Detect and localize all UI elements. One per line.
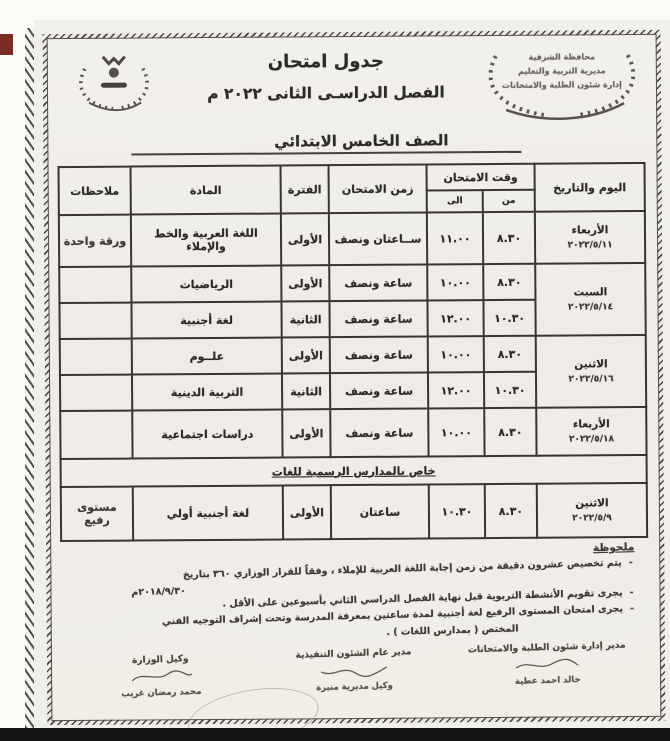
header-duration: زمن الامتحان	[329, 164, 427, 213]
scan-bottom-bar	[0, 728, 670, 741]
duration-cell: ساعة ونصف	[330, 336, 428, 373]
time-from-cell: ١٠.٣٠	[484, 372, 536, 408]
duration-cell: ســاعتان ونصف	[329, 212, 427, 265]
table-row	[60, 335, 646, 375]
day-name: السبت	[573, 286, 608, 299]
table-row	[61, 483, 647, 541]
period-cell: الأولى	[282, 337, 330, 373]
signature-scribble-icon	[508, 654, 587, 676]
note-item-1: - يتم تخصيص عشرون دقيقة من زمن إجابة اللغة العربية للإملاء ، وفقاً للقرار الوزاري ٣٦٠ بتاريخ	[69, 556, 635, 587]
note-item-3: - يجرى امتحان المستوى الرفيع لغة أجنبية لمدة ساعتين بمعرفة المدرسة وتحت إشراف التوجيه الفني	[70, 603, 636, 634]
signature-name: خالد احمد عطية	[514, 675, 581, 688]
signature-name: محمد رمضان غريب	[121, 687, 202, 700]
header-day-date: اليوم والتاريخ	[535, 163, 645, 212]
day-name: الاثنين	[575, 497, 609, 510]
period-cell: الأولى	[281, 265, 329, 301]
day-cell	[535, 211, 645, 264]
title-block	[174, 42, 478, 103]
period-cell: الثانية	[281, 301, 329, 337]
table-row	[59, 211, 645, 267]
language-schools-banner: خاص بالمدارس الرسمية للغات	[61, 455, 647, 487]
note-item-2: - يجرى تقويم الأنشطة التربوية قبل نهاية الفصل الدراسي الثاني بأسبوعين على الأقل .	[70, 586, 636, 617]
paper	[34, 20, 670, 728]
notes-section	[68, 541, 636, 649]
header-from: من	[483, 190, 535, 212]
subject-cell: لغة أجنبية أولي	[133, 486, 283, 541]
note-cell: ورقة واحدة	[59, 215, 131, 268]
time-to-cell: ١٠.٠٠	[428, 408, 484, 456]
document-title: جدول امتحان	[267, 50, 384, 73]
separator-row	[61, 455, 647, 487]
document-subtitle: الفصل الدراسـى الثانى ٢٠٢٢ م	[207, 83, 445, 104]
time-to-cell: ١٢.٠٠	[428, 372, 484, 408]
day-date: ٢٠٢٢/٥/١٦	[568, 374, 614, 385]
duration-cell: ساعة ونصف	[329, 300, 427, 337]
day-name: الأربعاء	[572, 418, 610, 431]
grade-title-block	[166, 130, 556, 156]
signature-title: وكيل الوزارة	[131, 654, 189, 667]
time-from-cell: ١٠.٣٠	[483, 300, 535, 336]
note-cell	[60, 375, 132, 412]
day-date: ٢٠٢٢/٥/٩	[572, 513, 612, 524]
time-from-cell: ٨.٣٠	[484, 408, 536, 456]
time-from-cell: ٨.٣٠	[483, 212, 535, 264]
note-cell	[59, 303, 131, 340]
note-item-1-continuation: ٢٠١٨/٩/٣٠م	[131, 585, 186, 598]
duration-cell: ساعة ونصف	[329, 264, 427, 301]
note-cell	[60, 339, 132, 376]
notes-label: ملحوظة	[592, 541, 635, 555]
header-period: الفترة	[281, 165, 329, 213]
decorative-hatched-frame	[43, 30, 666, 725]
table-row	[59, 263, 645, 303]
letterhead-administration: إدارة شئون الطلبة والامتحانات	[501, 80, 622, 90]
header-notes: ملاحظات	[59, 167, 131, 216]
day-date: ٢٠٢٢/٥/١٤	[567, 302, 614, 313]
letterhead	[478, 41, 646, 93]
signatures-block	[64, 640, 645, 701]
time-from-cell: ٨.٣٠	[484, 336, 536, 372]
grade-underline	[131, 151, 521, 156]
day-date: ٢٠٢٢/٥/١١	[567, 240, 613, 251]
day-cell	[535, 263, 645, 336]
period-cell: الأولى	[283, 485, 331, 539]
header-exam-time: وقت الامتحان	[427, 164, 535, 191]
subject-cell: لغة أجنبية	[131, 302, 281, 339]
note-item-3-continuation: المختص ( بمدارس اللغات ) .	[386, 623, 519, 639]
note-cell	[60, 411, 132, 460]
day-date: ٢٠٢٢/٥/١٨	[568, 434, 615, 445]
duration-cell: ساعة ونصف	[330, 408, 428, 457]
day-name: الأربعاء	[571, 224, 609, 237]
duration-cell: ساعة ونصف	[330, 372, 428, 409]
document-header	[56, 41, 647, 133]
letterhead-governorate: محافظة الشرقية	[528, 52, 596, 62]
emblem-block	[56, 44, 174, 117]
subject-cell: دراسات اجتماعية	[132, 410, 282, 459]
signature-name: وكيل مديرية منيرة	[316, 681, 394, 694]
time-to-cell: ١٠.٠٠	[427, 264, 483, 300]
signature-title: مدير إدارة شئون الطلبة والامتحانات	[467, 640, 626, 656]
subject-cell: اللغة العربية والخط والإملاء	[131, 214, 281, 267]
duration-cell: ساعتان	[331, 484, 429, 539]
day-cell	[536, 335, 646, 408]
note-cell	[59, 267, 131, 304]
exam-schedule-table	[58, 162, 649, 542]
signature-scribble-icon	[122, 666, 201, 688]
letterhead-directorate: مديرية التربية والتعليم	[518, 66, 606, 76]
time-to-cell: ١٠.٣٠	[429, 484, 485, 538]
eagle-emblem-icon	[73, 50, 157, 117]
signature-scribble-icon	[315, 660, 394, 682]
header-to: الى	[427, 190, 483, 212]
note-cell: مستوى رفيع	[61, 487, 133, 542]
time-to-cell: ١١.٠٠	[427, 212, 483, 264]
page-content	[47, 34, 662, 721]
subject-cell: علــوم	[132, 338, 282, 375]
subject-cell: الرياضيات	[131, 266, 281, 303]
grade-title: الصف الخامس الابتدائي	[274, 131, 449, 151]
signature-title: مدير عام الشئون التنفيذية	[295, 647, 412, 662]
time-to-cell: ١٢.٠٠	[427, 300, 483, 336]
period-cell: الثانية	[282, 373, 330, 409]
day-cell	[536, 407, 646, 456]
signature-students-affairs	[450, 640, 645, 689]
day-name: الاثنين	[574, 358, 608, 371]
period-cell: الأولى	[281, 213, 329, 265]
table-row	[60, 407, 646, 459]
day-cell	[537, 483, 647, 538]
subject-cell: التربية الدينية	[132, 374, 282, 411]
time-to-cell: ١٠.٠٠	[428, 336, 484, 372]
scan-red-mark	[0, 34, 13, 55]
time-from-cell: ٨.٣٠	[483, 264, 535, 300]
time-from-cell: ٨.٣٠	[485, 484, 537, 538]
header-subject: المادة	[131, 166, 281, 215]
period-cell: الأولى	[282, 409, 330, 457]
